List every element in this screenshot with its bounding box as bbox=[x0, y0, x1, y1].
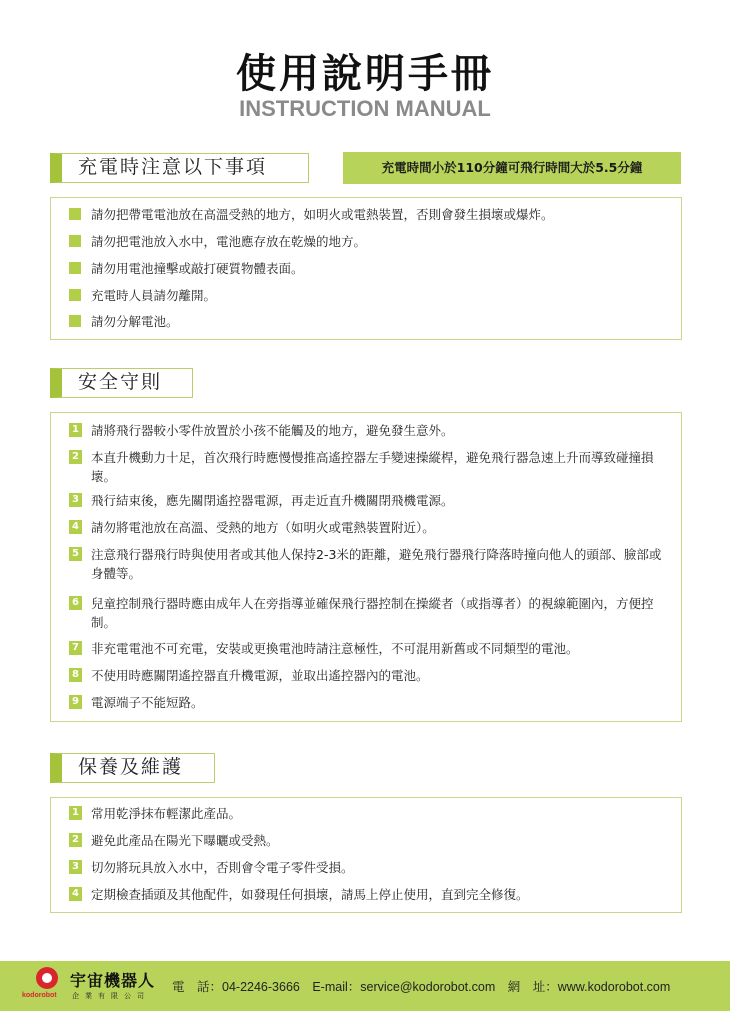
charging-notes-box bbox=[50, 197, 682, 340]
list-item: 請勿把帶電電池放在高溫受熱的地方，如明火或電熱裝置，否則會發生損壞或爆炸。 bbox=[69, 205, 667, 224]
brand-logo-icon bbox=[36, 967, 58, 989]
list-item: 5 注意飛行器飛行時與使用者或其他人保持2-3米的距離，避免飛行器飛行降落時撞向他人的頭部、臉部或身體等。 bbox=[69, 545, 667, 583]
list-item: 4 請勿將電池放在高溫、受熱的地方（如明火或電熱裝置附近）。 bbox=[69, 518, 667, 537]
list-item: 6 兒童控制飛行器時應由成年人在旁指導並確保飛行器控制在操縱者（或指導者）的視線範圍內，方便控制。 bbox=[69, 594, 667, 632]
list-item: 1 常用乾淨抹布輕潔此產品。 bbox=[69, 804, 667, 823]
list-item: 2 避免此產品在陽光下曝曬或受熱。 bbox=[69, 831, 667, 850]
list-item: 2 本直升機動力十足，首次飛行時應慢慢推高遙控器左手變速操縱桿，避免飛行器急速上升而導致碰撞損壞。 bbox=[69, 448, 667, 486]
list-item: 請勿把電池放入水中，電池應存放在乾燥的地方。 bbox=[69, 232, 667, 251]
list-item: 9 電源端子不能短路。 bbox=[69, 693, 667, 712]
list-item: 4 定期檢查插頭及其他配件，如發現任何損壞，請馬上停止使用，直到完全修復。 bbox=[69, 885, 667, 904]
brand-name: 宇宙機器人 bbox=[70, 971, 156, 990]
list-item: 3 飛行結束後，應先關閉遙控器電源，再走近直升機關閉飛機電源。 bbox=[69, 491, 667, 510]
list-item: 1 請將飛行器較小零件放置於小孩不能觸及的地方，避免發生意外。 bbox=[69, 421, 667, 440]
section-heading-care: 保養及維護 bbox=[50, 753, 215, 783]
list-item: 充電時人員請勿離開。 bbox=[69, 286, 667, 305]
contact-info: 電 話：04-2246-3666 E-mail：service@kodorobot.com 網 址：www.kodorobot.com bbox=[172, 980, 671, 994]
list-item: 3 切勿將玩具放入水中，否則會令電子零件受損。 bbox=[69, 858, 667, 877]
page-subtitle: INSTRUCTION MANUAL bbox=[239, 96, 491, 121]
list-item: 請勿用電池撞擊或敲打硬質物體表面。 bbox=[69, 259, 667, 278]
bullet-square-icon bbox=[69, 208, 81, 220]
bullet-square-icon bbox=[69, 315, 81, 327]
section-heading-charging: 充電時注意以下事項 bbox=[50, 153, 309, 183]
bullet-square-icon bbox=[69, 262, 81, 274]
safety-rules-box bbox=[50, 412, 682, 722]
bullet-square-icon bbox=[69, 289, 81, 301]
footer-bar bbox=[0, 961, 730, 1011]
list-item: 7 非充電電池不可充電，安裝或更換電池時請注意極性，不可混用新舊或不同類型的電池。 bbox=[69, 639, 667, 658]
care-box bbox=[50, 797, 682, 913]
brand-company-type: 企業有限公司 bbox=[72, 992, 150, 1000]
page-title: 使用說明手冊 bbox=[236, 51, 494, 97]
charging-time-note: 充電時間小於110分鐘可飛行時間大於5.5分鐘 bbox=[343, 152, 681, 184]
bullet-square-icon bbox=[69, 235, 81, 247]
brand-name-en: kodorobot bbox=[22, 992, 57, 999]
section-heading-safety: 安全守則 bbox=[50, 368, 193, 398]
list-item: 8 不使用時應關閉遙控器直升機電源，並取出遙控器內的電池。 bbox=[69, 666, 667, 685]
list-item: 請勿分解電池。 bbox=[69, 312, 667, 331]
